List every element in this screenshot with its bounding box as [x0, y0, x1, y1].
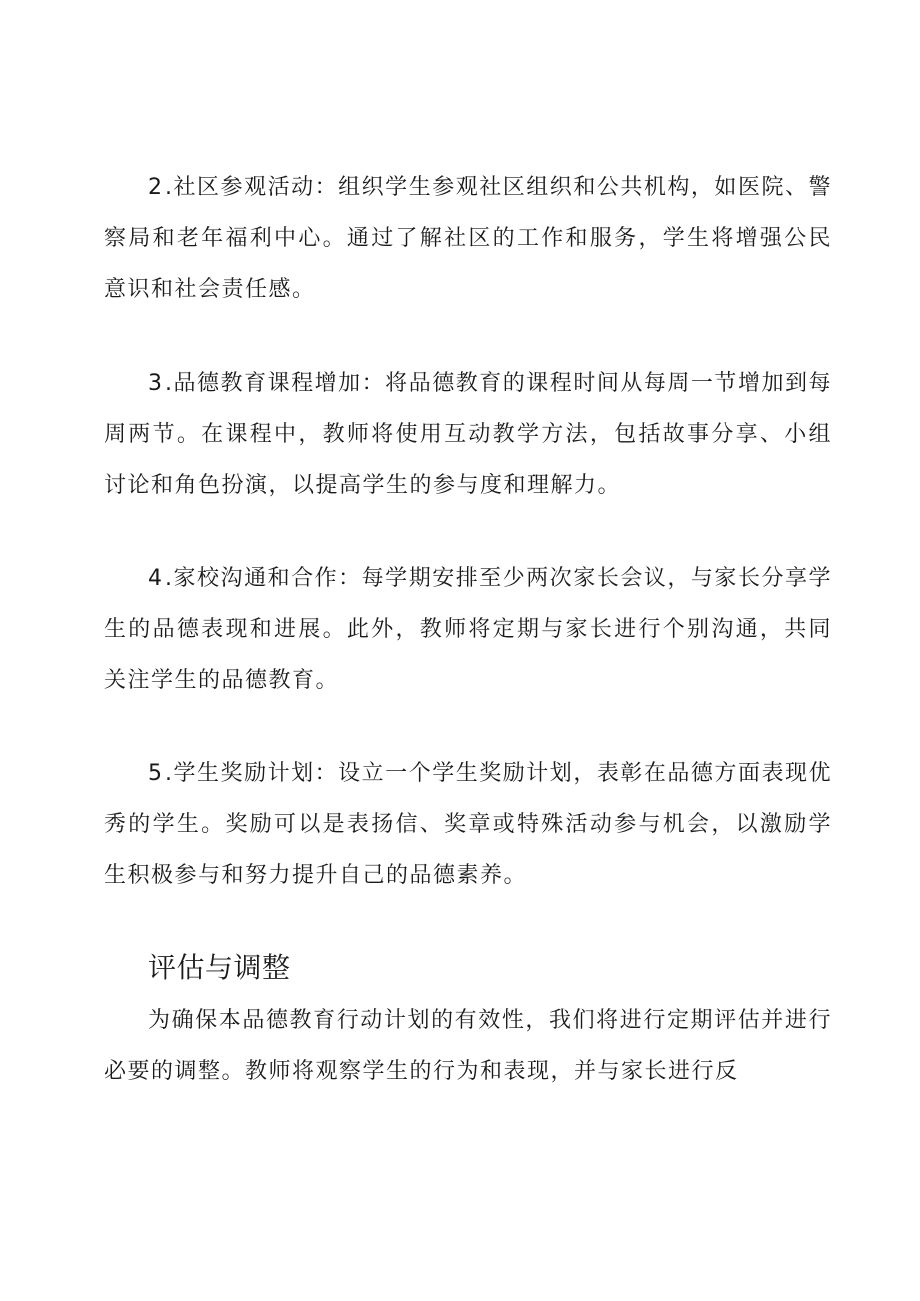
item-number: 3 — [148, 371, 165, 396]
section-body: 为确保本品德教育行动计划的有效性，我们将进行定期评估并进行必要的调整。教师将观察学生的行为和表现，并与家长进行反 — [104, 1008, 832, 1084]
list-item — [104, 553, 832, 706]
item-text: .学生奖励计划：设立一个学生奖励计划，表彰在品德方面表现优秀的学生。奖励可以是表扬信、奖章或特殊活动参与机会，以激励学生积极参与和努力提升自己的品德素养。 — [104, 761, 832, 888]
item-number: 2 — [148, 175, 165, 200]
item-number: 4 — [148, 566, 165, 591]
list-item — [104, 358, 832, 511]
item-text: .家校沟通和合作：每学期安排至少两次家长会议，与家长分享学生的品德表现和进展。此外，教师将定期与家长进行个别沟通，共同关注学生的品德教育。 — [104, 566, 832, 693]
list-item — [104, 748, 832, 901]
list-item — [104, 162, 832, 315]
item-number: 5 — [148, 761, 165, 786]
item-text: .社区参观活动：组织学生参观社区组织和公共机构，如医院、警察局和老年福利中心。通过了解社区的工作和服务，学生将增强公民意识和社会责任感。 — [104, 175, 832, 302]
section-heading: 评估与调整 — [148, 951, 291, 984]
item-text: .品德教育课程增加：将品德教育的课程时间从每周一节增加到每周两节。在课程中，教师将使用互动教学方法，包括故事分享、小组讨论和角色扮演，以提高学生的参与度和理解力。 — [104, 371, 832, 498]
